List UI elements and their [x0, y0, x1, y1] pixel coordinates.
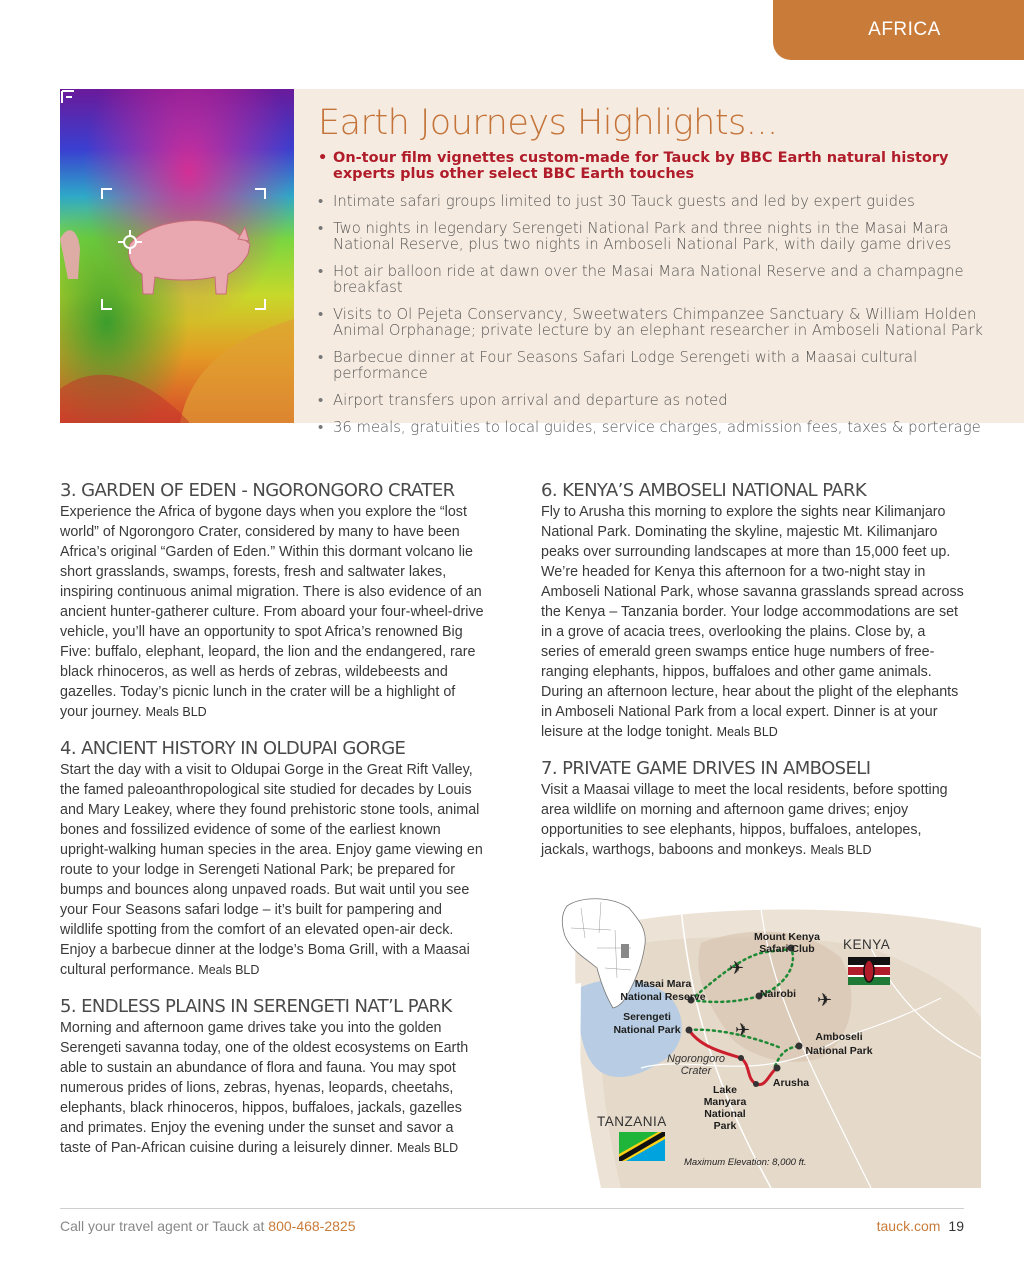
- itinerary-day-5: [60, 996, 485, 1158]
- meals-label: Meals BLD: [145, 705, 207, 719]
- left-column: [60, 480, 485, 1174]
- highlight-item: • Airport transfers upon arrival and departure as noted: [318, 393, 998, 409]
- highlight-item: • Barbecue dinner at Four Seasons Safari Lodge Serengeti with a Maasai cultural performance: [318, 350, 998, 382]
- footer-phone[interactable]: 800-468-2825: [268, 1218, 356, 1234]
- label-masai-mara-2: National Reserve: [620, 991, 706, 1003]
- day-body: Start the day with a visit to Oldupai Gorge in the Great Rift Valley, the famed paleoanthropological site studied for decades by Louis and Mary Leakey, where they found prehistoric stone tools, animal bones and fossilized evidence of some of the earliest known upright-walking human species in the area. Enjoy game viewing en route to your lodge in Serengeti National Park; be prepared for bumps and bounces along unpaved roads. But wait until you see your Four Seasons safari lodge – it’s built for pampering and wildlife spotting from the comfort of an elevated open-air deck. Enjoy a barbecue dinner at the lodge’s Boma Grill, with a Maasai cultural performance. Meals BLD: [60, 762, 483, 978]
- label-mount-kenya-1: Mount Kenya: [754, 931, 820, 943]
- section-tab: [773, 0, 1024, 60]
- day-heading: 5. ENDLESS PLAINS IN SERENGETI NAT’L PARK: [60, 996, 452, 1017]
- day-body: Visit a Maasai village to meet the local residents, before spotting area wildlife on morning and afternoon game drives; enjoy opportunities to see elephants, hippos, buffaloes, antelopes, jackals, warthogs, baboons and monkeys. Meals BLD: [541, 782, 948, 858]
- label-ngorongoro-2: Crater: [680, 1065, 712, 1077]
- label-nairobi: Nairobi: [759, 988, 797, 1000]
- itinerary-day-3: [60, 480, 485, 722]
- itinerary-day-6: [541, 480, 966, 742]
- plane-icon: ✈: [735, 1020, 751, 1040]
- stop-arusha: [774, 1065, 781, 1072]
- label-elevation: Maximum Elevation: 8,000 ft.: [684, 1157, 807, 1168]
- meals-label: Meals BLD: [198, 963, 260, 977]
- meals-label: Meals BLD: [716, 725, 778, 739]
- plane-icon: ✈: [729, 958, 745, 978]
- stop-ngorongoro: [738, 1055, 744, 1061]
- highlights-title: Earth Journeys Highlights...: [318, 103, 778, 143]
- day-heading: 6. KENYA’S AMBOSELI NATIONAL PARK: [541, 480, 867, 501]
- plane-icon: ✈: [817, 990, 833, 1010]
- itinerary-day-4: [60, 738, 485, 980]
- highlight-item: • Two nights in legendary Serengeti National Park and three nights in the Masai Mara National Reserve, plus two nights in Amboseli National Park, with daily game drives: [318, 221, 998, 253]
- footer-website-link[interactable]: tauck.com: [876, 1218, 941, 1234]
- meals-label: Meals BLD: [396, 1141, 459, 1155]
- label-serengeti-2: National Park: [613, 1024, 681, 1036]
- meals-label: Meals BLD: [810, 843, 872, 857]
- label-lake-manyara-3: National: [704, 1108, 746, 1120]
- tanzania-flag: [619, 1132, 665, 1161]
- highlight-item: • Hot air balloon ride at dawn over the Masai Mara National Reserve and a champagne breakfast: [318, 264, 998, 296]
- label-lake-manyara-1: Lake: [713, 1084, 737, 1096]
- stop-lake-manyara: [753, 1081, 759, 1087]
- route-map: [541, 888, 981, 1188]
- day-body: Experience the Africa of bygone days when you explore the “lost world” of Ngorongoro Crater, considered by many to have been Africa’s original “Garden of Eden.” Within this dormant volcano lie short grasslands, swamps, forests, fresh and saltwater lakes, inspiring continuous animal migration. There is also evidence of an ancient hunter-gatherer culture. From aboard your four-wheel-drive vehicle, you’ll have an opportunity to spot Africa’s renowned Big Five: buffalo, elephant, leopard, the lion and the endangered, rare black rhinoceros, as well as herds of zebras, wildebeests and gazelles. Today’s picnic lunch in the crater will be a highlight of your journey. Meals BLD: [60, 504, 484, 720]
- section-tab-label: AFRICA: [868, 19, 941, 40]
- kenya-flag: [848, 957, 890, 985]
- stop-serengeti: [686, 1027, 693, 1034]
- highlight-item: • 36 meals, gratuities to local guides, service charges, admission fees, taxes & porterage: [318, 420, 998, 436]
- label-ngorongoro-1: Ngorongoro: [666, 1053, 726, 1065]
- footer-call-text: Call your travel agent or Tauck at: [60, 1218, 269, 1234]
- thermal-rhino-graphic: [60, 89, 294, 423]
- thermal-rhino-image: [60, 89, 294, 423]
- label-arusha: Arusha: [772, 1077, 810, 1089]
- right-column: [541, 480, 966, 876]
- label-tanzania: TANZANIA: [597, 1114, 667, 1129]
- highlight-item: • Intimate safari groups limited to just 30 Tauck guests and led by expert guides: [318, 194, 998, 210]
- label-masai-mara-1: Masai Mara: [634, 978, 692, 990]
- label-amboseli-2: National Park: [805, 1045, 873, 1057]
- day-heading: 4. ANCIENT HISTORY IN OLDUPAI GORGE: [60, 738, 406, 759]
- footer-call: [60, 1218, 355, 1234]
- day-heading: 7. PRIVATE GAME DRIVES IN AMBOSELI: [541, 758, 871, 779]
- footer-divider: [60, 1208, 964, 1209]
- highlight-item: • On-tour film vignettes custom-made for Tauck by BBC Earth natural history experts plus other select BBC Earth touches: [318, 150, 998, 182]
- page-number: 19: [948, 1218, 964, 1234]
- day-body: Fly to Arusha this morning to explore the sights near Kilimanjaro National Park. Dominating the skyline, majestic Mt. Kilimanjaro peaks over surrounding landscapes at more than 15,000 feet up. We’re headed for Kenya this afternoon for a two-night stay in Amboseli National Park, whose savanna grasslands spread across the Kenya – Tanzania border. Your lodge accommodations are set in a grove of acacia trees, overlooking the plains. Close by, a series of emerald green swamps entice huge numbers of free-ranging elephants, hippos, buffaloes and other game animals. During an afternoon lecture, hear about the plight of the elephants in Amboseli National Park from a local expert. Dinner is at your leisure at the lodge tonight. Meals BLD: [541, 504, 964, 740]
- label-amboseli-1: Amboseli: [815, 1031, 863, 1043]
- highlights-list: [318, 150, 998, 447]
- label-kenya: KENYA: [843, 937, 891, 952]
- day-body: Morning and afternoon game drives take you into the golden Serengeti savanna today, one of the oldest ecosystems on Earth able to sustain an abundance of flora and fauna. You may spot numerous prides of lions, zebras, hyenas, leopards, cheetahs, elephants, black rhinoceros, hippos, buffaloes, jackals, gazelles and primates. Enjoy the evening under the sunset and savor a taste of Pan-African cuisine during a leisurely dinner. Meals BLD: [60, 1020, 469, 1156]
- label-lake-manyara-2: Manyara: [703, 1096, 747, 1108]
- itinerary-day-7: [541, 758, 966, 860]
- label-serengeti-1: Serengeti: [623, 1011, 671, 1023]
- day-heading: 3. GARDEN OF EDEN - NGORONGORO CRATER: [60, 480, 455, 501]
- label-mount-kenya-2: Safari Club: [759, 943, 815, 955]
- label-lake-manyara-4: Park: [713, 1120, 737, 1132]
- highlight-item: • Visits to Ol Pejeta Conservancy, Sweetwaters Chimpanzee Sanctuary & William Holden Animal Orphanage; private lecture by an elephant researcher in Amboseli National Park: [318, 307, 998, 339]
- footer-site: [877, 1218, 964, 1234]
- stop-amboseli: [796, 1043, 803, 1050]
